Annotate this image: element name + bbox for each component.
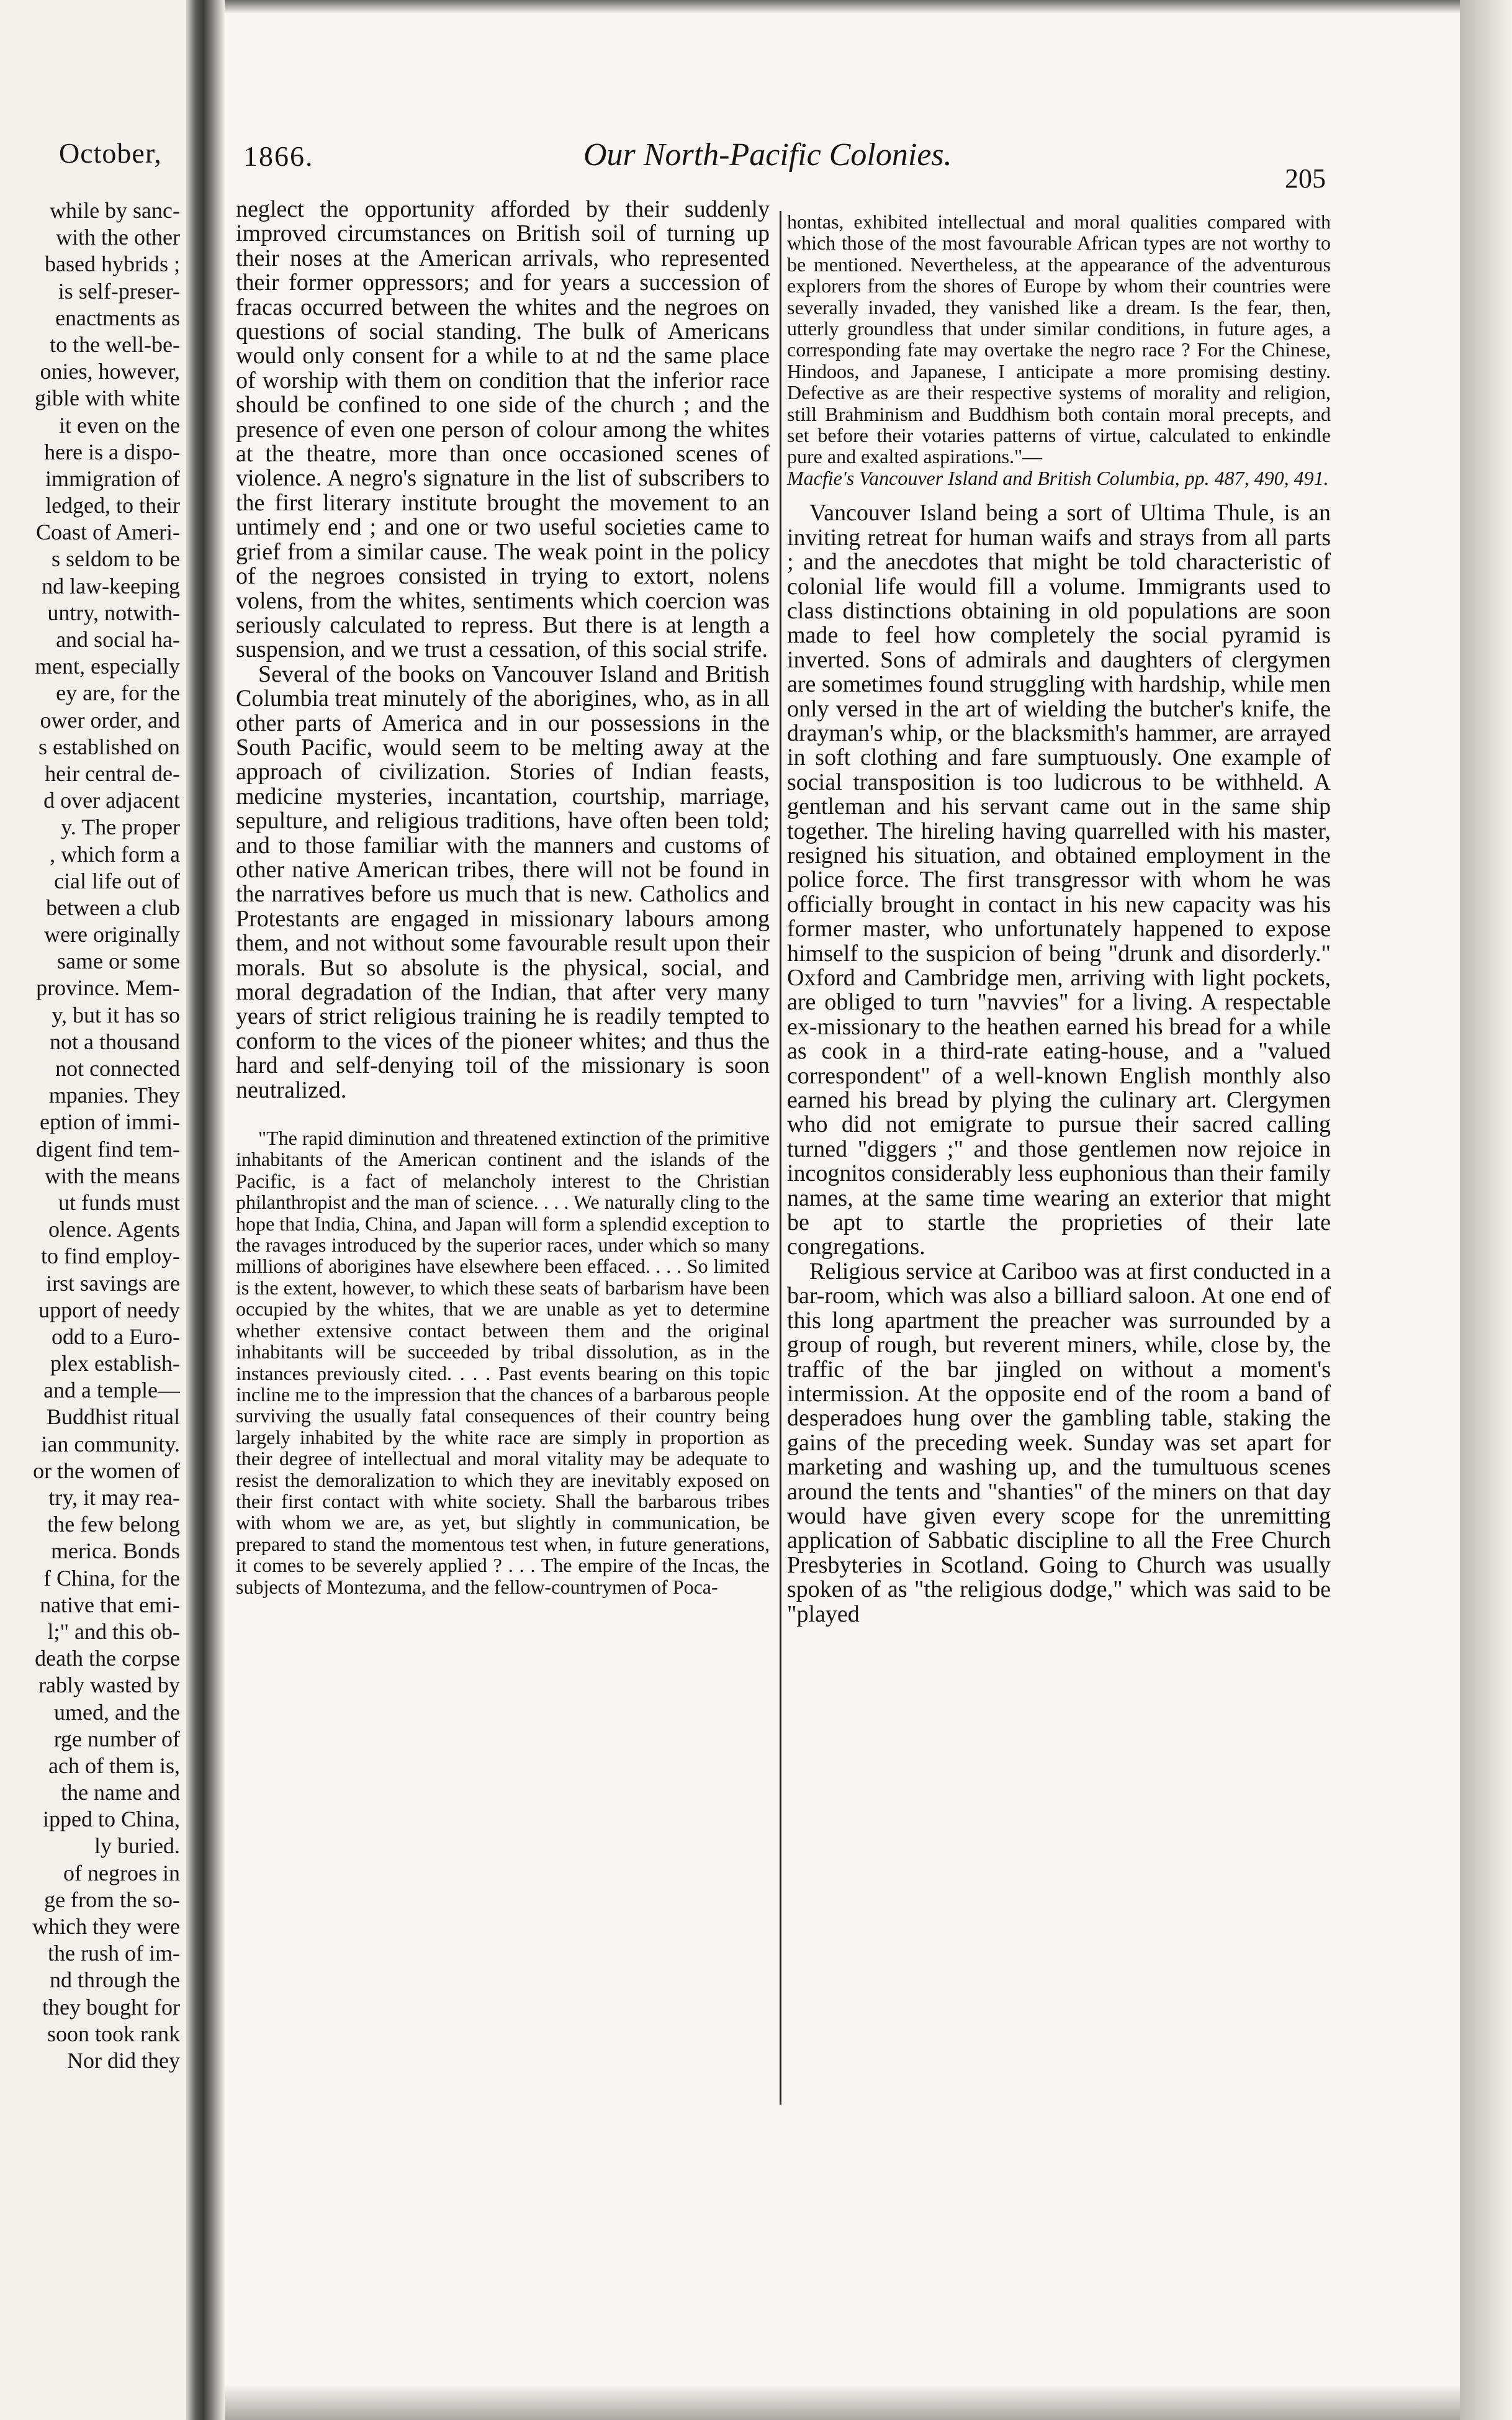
left-page-line: upport of needy xyxy=(38,1297,180,1322)
left-page-line: ledged, to their xyxy=(45,493,180,518)
left-page-line: between a club xyxy=(46,895,180,920)
left-page-line: rge number of xyxy=(53,1726,180,1751)
left-page-line: is self-preser- xyxy=(58,278,180,304)
block-quote-continued: hontas, exhibited intellectual and moral qualities compared with which those of the most favourable African types are not worthy to be mentioned. Nevertheless, at the appearance of the adventurous explorers from the shores of Europe by whom their countries were severally invaded, they vanished like a dream. Is the fear, then, utterly groundless that under similar conditions, in future ages, a corresponding fate may overtake the negro race ? For the Chinese, Hindoos, and Japanese, I anticipate a more promising destiny. Defective as are their respective systems of morality and religion, still Brahminism and Buddhism both contain moral precepts, and set before their votaries patterns of virtue, calculated to enkindle pure and exalted aspirations."— xyxy=(787,210,1331,468)
left-page-line: ut funds must xyxy=(58,1190,180,1215)
left-page-line: same or some xyxy=(57,949,180,974)
left-page-line: Nor did they xyxy=(67,2048,180,2073)
left-page-line: to the well-be- xyxy=(50,332,180,357)
left-page-line: not connected xyxy=(55,1056,180,1081)
left-page-line: to find employ- xyxy=(41,1244,180,1269)
left-page-line: rably wasted by xyxy=(38,1673,180,1698)
left-page-line: gible with white xyxy=(35,386,180,411)
left-page-line: y. The proper xyxy=(61,815,180,840)
running-header-title: Our North-Pacific Colonies. xyxy=(583,137,952,173)
left-page-line: d over adjacent xyxy=(43,788,180,813)
left-page-line: , which form a xyxy=(50,841,180,867)
left-page-line: native that emi- xyxy=(40,1592,180,1617)
left-page-line: soon took rank xyxy=(47,2021,180,2046)
left-page-line: the few belong xyxy=(47,1512,180,1537)
left-page-line: nd through the xyxy=(50,1967,180,1993)
left-page-line: ipped to China, xyxy=(43,1807,180,1832)
left-page-column xyxy=(0,197,180,2074)
block-quote: "The rapid diminution and threatened extinction of the primitive inhabitants of the American continent and the islands of the Pacific, is a fact of melancholy interest to the Christian philanthropist and the man of science. . . . We naturally cling to the hope that India, China, and Japan will form a splendid exception to the ravages introduced by the superior races, under which so many millions of aborigines have elsewhere been effaced. . . . So limited is the extent, however, to which these seats of barbarism have been occupied by the whites, that we are unable as yet to determine whether extensive contact between them and the original inhabitants will be succeeded by tribal dissolution, as in the instances previously cited. . . . Past events bearing on this topic incline me to the impression that the chances of a barbarous people surviving the usually fatal consequences of their country being largely inhabited by the white race are simply in proportion as their degree of intellectual and moral vitality may be adequate to resist the demoralization to which they are inevitably exposed on their first contact with white society. Shall the barbarous tribes with whom we are, as yet, but slightly in communication, be prepared to stand the momentous test when, in future generations, it comes to be severely applied ? . . . The empire of the Incas, the subjects of Montezuma, and the fellow-countrymen of Poca- xyxy=(236,1127,770,1598)
left-page-line: were originally xyxy=(44,922,180,947)
left-page-line: not a thousand xyxy=(50,1029,180,1054)
paragraph: Vancouver Island being a sort of Ultima Thule, is an inviting retreat for human waifs and strays from all parts ; and the anecdotes that might be told characteristic of colonial life would fill a volume. Immigrants used to class distinctions obtaining in old populations are soon made to feel how completely the social pyramid is inverted. Sons of admirals and daughters of clergymen are sometimes found struggling with hardship, while men only versed in the art of wielding the butcher's knife, the drayman's whip, or the blacksmith's hammer, are arrayed in soft clothing and fare sumptuously. One example of social transposition is too ludicrous to be withheld. A gentleman and his servant came out in the same ship together. The hireling having quarrelled with his master, resigned his situation, and obtained employment in the police force. The first transgressor with whom he was officially brought in contact in his new capacity was his former master, who unfortunately happened to expose himself to the suspicion of being "drunk and disorderly." Oxford and Cambridge men, arriving with light pockets, are obliged to turn "navvies" for a living. A respectable ex-missionary to the heathen earned his bread for a while as cook in a third-rate eating-house, and a "valued correspondent" of a well-known English monthly also earned his bread by plying the culinary art. Clergymen who did not emigrate to pursue their sacred calling turned "diggers ;" and those gentlemen now rejoice in incognitos considerably less euphonious than their family names, at the same time wearing an exterior that might be apt to startle the proprieties of their late congregations. xyxy=(787,500,1331,1260)
left-page-line: ly buried. xyxy=(94,1833,180,1859)
left-page-line: ach of them is, xyxy=(48,1753,180,1778)
left-page-line: nd law-keeping xyxy=(42,573,180,598)
column-rule xyxy=(780,211,781,2105)
left-page-line: l;" and this ob- xyxy=(47,1619,180,1644)
left-page-line: death the corpse xyxy=(35,1646,180,1671)
left-page-line: ower order, and xyxy=(40,707,180,733)
left-page-line: s seldom to be xyxy=(52,546,180,572)
left-page-line: while by sanc- xyxy=(50,198,180,223)
left-page-line: Buddhist ritual xyxy=(47,1404,180,1430)
left-page-line: province. Mem- xyxy=(36,975,180,1001)
page-top-edge xyxy=(225,0,1512,14)
left-page-line: digent find tem- xyxy=(36,1136,180,1162)
left-page-line: odd to a Euro- xyxy=(52,1324,180,1349)
left-page-line: and social ha- xyxy=(56,627,180,652)
left-page-line: they bought for xyxy=(42,1994,180,2020)
paragraph: neglect the opportunity afforded by their suddenly improved circumstances on British soil of turning up their noses at the American arrivals, who represented their former oppressors; and for years a succession of fracas occurred between the whites and the negroes on questions of social standing. The bulk of Americans would only consent for a while to at ⁠nd the same place of worship with them on condition that the inferior race should be confined to one side of the church ; and the presence of even one person of colour among the whites at the theatre, more than once occasioned scenes of violence. A negro's signature in the list of subscribers to the first literary institute brought the movement to an untimely end ; and one or two useful societies came to grief from a similar cause. The weak point in the policy of the negroes consisted in trying to extort, nolens volens, from the whites, sentiments which coercion was seriously calculated to repress. But there is at length a suspension, and we trust a cessation, of this social strife. xyxy=(236,196,770,663)
column-2 xyxy=(787,211,1331,1627)
left-page-line: the rush of im- xyxy=(48,1941,180,1966)
column-1 xyxy=(236,197,770,1597)
previous-page xyxy=(0,0,197,2420)
left-page-line: untry, notwith- xyxy=(47,600,180,625)
paragraph: Several of the books on Vancouver Island and British Columbia treat minutely of the aborigines, who, as in all other parts of America and in our possessions in the South Pacific, would seem to be melting away at the approach of civilization. Stories of Indian feasts, medicine mysteries, incantation, courtship, marriage, sepulture, and religious traditions, have often been told; and to those familiar with the manners and customs of other native American tribes, there will not be found in the narratives before us much that is new. Catholics and Protestants are engaged in missionary labours among them, and not without some favourable result upon their morals. But so absolute is the physical, social, and moral degradation of the Indian, that after very many years of strict religious training he is readily tempted to conform to the vices of the pioneer whites; and thus the hard and self-denying toil of the missionary is soon neutralized. xyxy=(236,661,770,1103)
left-page-line: irst savings are xyxy=(46,1270,180,1296)
quote-citation: Macfie's Vancouver Island and British Columbia, pp. 487, 490, 491. xyxy=(787,466,1329,489)
left-page-line: heir central de- xyxy=(45,761,180,786)
left-page-line: merica. Bonds xyxy=(51,1538,180,1564)
left-page-line: ian community. xyxy=(41,1431,180,1456)
left-page-line: of negroes in xyxy=(63,1860,180,1885)
left-page-line: Coast of Ameri- xyxy=(36,520,180,545)
left-page-line: the name and xyxy=(61,1780,180,1805)
left-page-line: it even on the xyxy=(59,412,180,438)
left-page-line: f China, for the xyxy=(43,1565,180,1591)
left-page-line: y, but it has so xyxy=(52,1002,180,1027)
left-page-line: try, it may rea- xyxy=(48,1485,180,1510)
left-page-line: olence. Agents xyxy=(48,1217,180,1242)
left-page-line: ge from the so- xyxy=(44,1887,180,1912)
left-page-line: ment, especially xyxy=(35,654,180,679)
left-page-line: immigration of xyxy=(45,466,180,491)
page-number: 205 xyxy=(1285,163,1326,194)
left-page-line: which they were xyxy=(32,1914,180,1939)
page-bottom-edge xyxy=(225,2384,1512,2420)
left-page-line: enactments as xyxy=(55,305,180,330)
left-page-line: with the other xyxy=(56,225,180,250)
left-page-line: mpanies. They xyxy=(48,1083,180,1108)
left-page-line: with the means xyxy=(45,1163,180,1188)
left-page-line: cial life out of xyxy=(54,868,180,893)
page-right-edge xyxy=(1460,0,1512,2420)
left-page-line: based hybrids ; xyxy=(45,251,180,277)
left-page-line: umed, and the xyxy=(54,1699,180,1725)
left-page-line: plex establish- xyxy=(50,1351,180,1376)
left-page-line: here is a dispo- xyxy=(44,439,180,464)
left-page-line: s established on xyxy=(38,734,180,759)
running-header-year: 1866. xyxy=(243,140,314,172)
left-page-line: or the women of xyxy=(33,1458,180,1483)
left-page-line: ey are, for the xyxy=(56,680,180,706)
left-page-header: October, xyxy=(59,137,162,169)
left-page-line: and a temple— xyxy=(43,1378,180,1403)
left-page-line: eption of immi- xyxy=(40,1109,180,1135)
paragraph: Religious service at Cariboo was at first conducted in a bar-room, which was also a billiard saloon. At one end of this long apartment the preacher was surrounded by a group of rough, but reverent miners, while, close by, the traffic of the bar jingled on without a moment's intermission. At the opposite end of the room a band of desperadoes hung over the gambling table, staking the gains of the preceding week. Sunday was set apart for marketing and washing up, and the tumultuous scenes around the tents and "shanties" of the miners on that day would have given every scope for the unremitting application of Sabbatic discipline to all the Free Church Presbyteries in Scotland. Going to Church was usually spoken of as "the religious dodge," which was said to be "played xyxy=(787,1258,1331,1627)
book-gutter xyxy=(186,0,225,2420)
left-page-line: onies, however, xyxy=(40,359,180,384)
